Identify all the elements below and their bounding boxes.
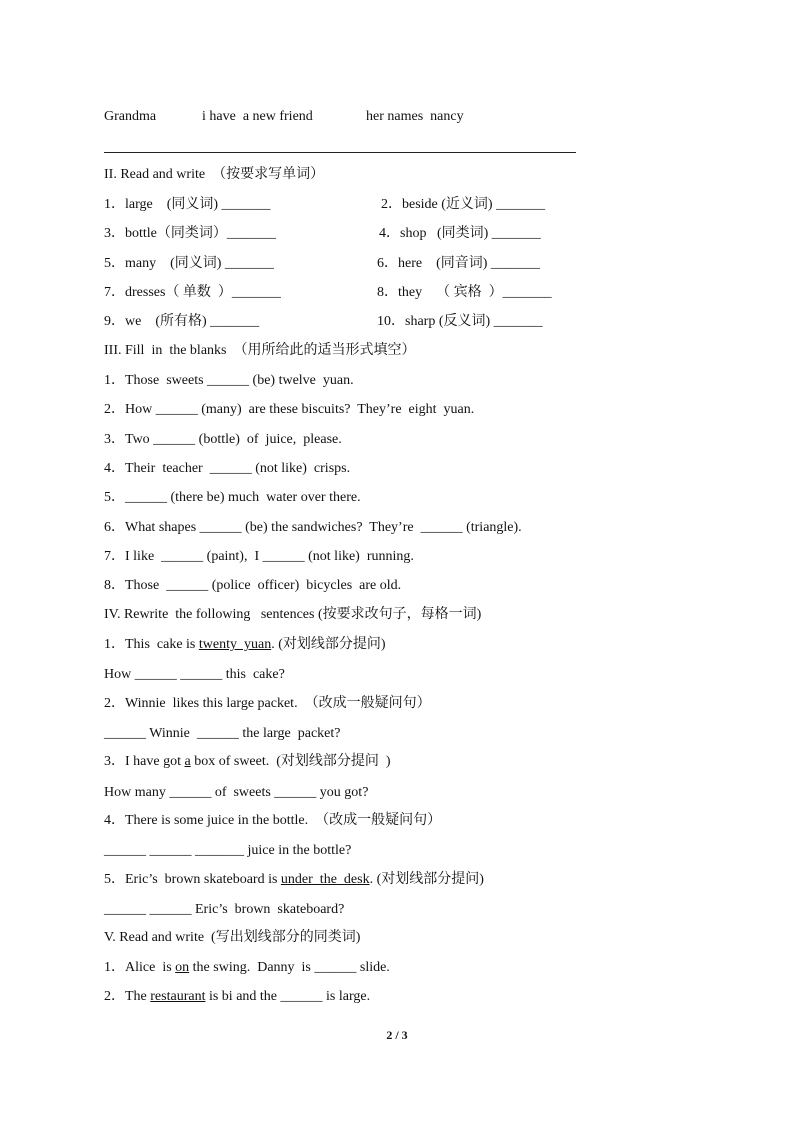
section2-item-4: 4．shop (同类词) _______: [379, 226, 541, 241]
section5-q1: [104, 959, 390, 977]
section2-item-9: 9．we (所有格) _______: [104, 314, 260, 329]
q5-underlined: under the desk: [280, 872, 370, 887]
q1-underlined: twenty yuan: [198, 637, 272, 652]
section4-q2: 2．Winnie likes this large packet. （改成一般疑问句）: [104, 696, 431, 711]
section4-q1-answer: How ______ ______ this cake?: [104, 667, 285, 682]
section2-item-8: 8．they （ 宾格 ）_______: [377, 285, 552, 300]
v-q2-underlined: restaurant: [150, 989, 206, 1004]
q5-prefix: 5．Eric’s brown skateboard is: [104, 872, 281, 887]
q1-suffix: . (对划线部分提问): [271, 637, 386, 652]
q3-prefix: 3．I have got: [104, 754, 185, 769]
v-q1-underlined: on: [175, 960, 190, 975]
section4-q2-answer: ______ Winnie ______ the large packet?: [104, 726, 341, 741]
header-grandma: Grandma: [104, 109, 157, 124]
section4-q3-answer: How many ______ of sweets ______ you got?: [104, 785, 369, 800]
v-q1-prefix: 1．Alice is: [104, 960, 176, 975]
section3-item-5: 5．______ (there be) much water over there.: [104, 490, 361, 505]
section3-item-3: 3．Two ______ (bottle) of juice, please.: [104, 432, 342, 447]
section2-title: II. Read and write （按要求写单词）: [104, 167, 325, 182]
section4-q4: 4．There is some juice in the bottle. （改成一般疑问句）: [104, 813, 442, 828]
q3-underlined: a: [184, 754, 191, 769]
section2-item-6: 6．here (同音词) _______: [377, 256, 540, 271]
header-name: her names nancy: [366, 109, 464, 124]
section2-item-7: 7．dresses（ 单数 ）_______: [104, 285, 281, 300]
section5-q2: [104, 988, 370, 1006]
section2-item-5: 5．many (同义词) _______: [104, 256, 274, 271]
v-q1-suffix: the swing. Danny is ______ slide.: [189, 960, 390, 975]
section4-q5-answer: ______ ______ Eric’s brown skateboard?: [104, 902, 345, 917]
q3-suffix: box of sweet. (对划线部分提问 ): [190, 754, 391, 769]
section3-item-8: 8．Those ______ (police officer) bicycles are old.: [104, 578, 402, 593]
page-number: 2 / 3: [386, 1028, 408, 1042]
section4-q3: [104, 753, 391, 771]
section3-title: III. Fill in the blanks （用所给此的适当形式填空）: [104, 343, 416, 358]
section3-item-6: 6．What shapes ______ (be) the sandwiches? They’re ______ (triangle).: [104, 520, 522, 535]
section5-title: V. Read and write (写出划线部分的同类词): [104, 930, 361, 945]
header-friend: i have a new friend: [202, 109, 313, 124]
section2-item-10: 10．sharp (反义词) _______: [377, 314, 543, 329]
v-q2-prefix: 2．The: [104, 989, 151, 1004]
section2-item-1: 1．large (同义词) _______: [104, 197, 271, 212]
section4-title: IV. Rewrite the following sentences (按要求改句子，每格一词): [104, 607, 482, 622]
q1-prefix: 1．This cake is: [104, 637, 199, 652]
section4-q1: [104, 636, 386, 654]
section4-q5: [104, 871, 484, 889]
answer-rule: [104, 152, 576, 153]
section3-item-4: 4．Their teacher ______ (not like) crisps.: [104, 461, 351, 476]
section2-item-3: 3．bottle（同类词）_______: [104, 226, 276, 241]
section4-q4-answer: ______ ______ _______ juice in the bottle?: [104, 843, 352, 858]
section3-item-1: 1．Those sweets ______ (be) twelve yuan.: [104, 373, 354, 388]
v-q2-suffix: is bi and the ______ is large.: [205, 989, 371, 1004]
q5-suffix: . (对划线部分提问): [369, 872, 484, 887]
section2-item-2: 2．beside (近义词) _______: [381, 197, 546, 212]
section3-item-7: 7．I like ______ (paint), I ______ (not like) running.: [104, 549, 414, 564]
section3-item-2: 2．How ______ (many) are these biscuits? They’re eight yuan.: [104, 402, 475, 417]
